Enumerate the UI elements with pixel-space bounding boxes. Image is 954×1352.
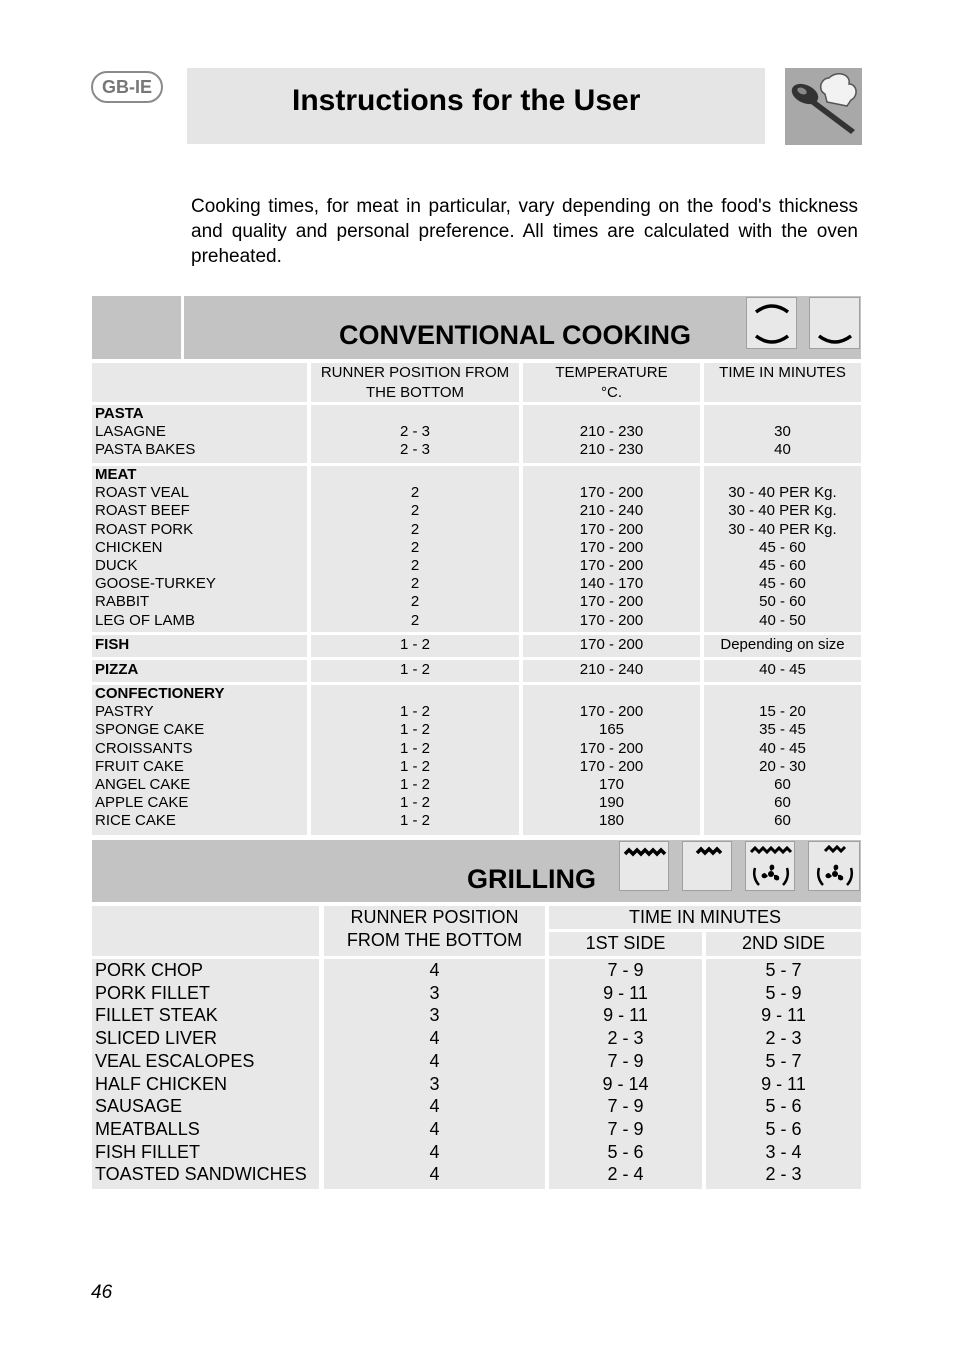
table-cell: 210 - 230 [579,441,644,459]
table-cell: 2 [410,611,420,629]
list-item: SAUSAGE [95,1096,183,1117]
table-cell: 170 - 200 [579,484,644,502]
list-item: APPLE CAKE [95,794,189,812]
time-header: TIME IN MINUTES [704,363,861,402]
table-cell: 2 [410,575,420,593]
table-cell: 5 - 6 [765,1118,802,1139]
fish-temp-cell [523,635,700,657]
table-cell: 170 - 200 [579,703,644,721]
table-cell: 170 - 200 [579,739,644,757]
meat-time-cell [704,466,861,632]
table-cell: 40 - 50 [759,611,806,629]
grilling-runner-header-line1: RUNNER POSITION [350,907,519,927]
list-item: VEAL ESCALOPES [95,1050,255,1071]
table-cell: 3 - 4 [765,1141,802,1162]
group-heading: FISH [95,636,130,653]
grilling-side2-cell [706,959,861,1189]
conventional-header-spacer [92,296,184,359]
confectionery-runner-cell [311,685,519,835]
list-item: ROAST VEAL [95,484,189,502]
confectionery-time-cell [704,685,861,835]
list-item: PASTRY [95,703,154,721]
table-cell: 50 - 60 [759,593,806,611]
table-cell: 2 [410,557,420,574]
table-cell: 170 [598,776,625,793]
list-item: PASTA BAKES [95,441,196,459]
conventional-title: CONVENTIONAL COOKING [339,320,692,350]
list-item: TOASTED SANDWICHES [95,1164,307,1185]
second-side-header: 2ND SIDE [706,932,861,956]
table-cell: 1 - 2 [399,703,430,721]
list-item: CHICKEN [95,538,163,556]
table-cell: 5 - 6 [765,1096,802,1117]
table-cell: 9 - 11 [761,1005,806,1026]
table-cell: 3 [429,982,440,1003]
table-cell: 2 [410,520,420,538]
list-item: CROISSANTS [95,739,193,757]
list-item: RABBIT [95,593,150,611]
list-item: FILLET STEAK [95,1005,218,1026]
table-cell: 1 - 2 [399,636,430,653]
table-cell: 1 - 2 [399,661,430,678]
table-cell: 170 - 200 [579,636,644,653]
table-cell: 4 [429,960,440,980]
table-cell: 190 [598,794,625,812]
group-heading: PASTA [95,405,144,422]
table-cell: 140 - 170 [579,575,644,593]
pasta-temp-cell [523,405,700,463]
table-cell: 40 - 45 [759,661,806,678]
intro-paragraph: Cooking times, for meat in particular, vary depending on the food's thickness and quality and personal preference. All times are calculated with the oven preheated. [191,196,858,267]
list-item: LASAGNE [95,423,166,441]
table-cell: 5 - 7 [765,1050,802,1071]
table-cell: 170 - 200 [579,520,644,538]
pasta-time-cell [704,405,861,463]
table-cell: 45 - 60 [759,538,806,556]
table-cell: 2 [410,502,420,520]
group-heading: PIZZA [95,661,139,678]
meat-runner-cell [311,466,519,632]
table-cell: 9 - 11 [603,1005,648,1026]
table-cell: 210 - 240 [579,502,644,520]
grilling-colhead-blank [92,906,319,956]
runner-position-header: RUNNER POSITION FROM THE BOTTOM [311,363,519,402]
pasta-runner-cell [311,405,519,463]
table-cell: 2 [410,484,420,502]
grilling-runner-header-line2: FROM THE BOTTOM [346,929,523,950]
list-item: FRUIT CAKE [95,757,184,775]
table-cell: 60 [774,812,791,830]
table-cell: 35 - 45 [759,721,806,739]
list-item: FISH FILLET [95,1141,201,1162]
table-cell: 9 - 14 [602,1073,649,1094]
table-cell: 2 - 3 [765,1164,802,1185]
table-cell: 4 [429,1118,440,1139]
pizza-row-label-cell [92,660,307,682]
list-item: PORK FILLET [95,982,211,1003]
bottom-heating-icon [809,297,860,349]
page-title: Instructions for the User [292,84,641,117]
pizza-time-cell [704,660,861,682]
table-cell: 40 [774,441,791,459]
table-cell: 2 - 3 [399,423,430,441]
grilling-runner-cell [324,959,545,1189]
table-cell: 1 - 2 [399,776,430,793]
table-cell: 2 [410,538,420,556]
grilling-runner-header [324,906,545,956]
group-heading: MEAT [95,466,137,483]
list-item: GOOSE-TURKEY [95,575,216,593]
grilling-side1-cell [549,959,702,1189]
table-cell: 170 - 200 [579,557,644,574]
table-cell: 7 - 9 [607,1050,644,1071]
table-cell: 1 - 2 [399,812,430,830]
region-badge: GB-IE [91,71,163,103]
fan-large-grill-icon [745,841,795,891]
confectionery-row-label-cell [92,685,307,835]
pizza-temp-cell [523,660,700,682]
table-cell: 30 [774,423,791,441]
large-grill-icon [619,841,669,891]
list-item: ROAST BEEF [95,502,190,520]
table-cell: 2 - 4 [607,1164,644,1185]
table-cell: 2 - 3 [399,441,430,459]
list-item: ANGEL CAKE [95,776,191,794]
table-cell: 170 - 200 [579,757,644,775]
grilling-items-cell [92,959,319,1189]
list-item: LEG OF LAMB [95,611,196,629]
temperature-header-unit: °C. [601,384,622,401]
first-side-header: 1ST SIDE [549,932,702,956]
table-cell: 7 - 9 [607,960,644,980]
fish-time-cell [704,635,861,657]
list-item: MEATBALLS [95,1118,200,1139]
table-cell: 1 - 2 [399,794,430,812]
fish-row-label-cell [92,635,307,657]
list-item: HALF CHICKEN [95,1073,228,1094]
page-number: 46 [91,1282,113,1303]
meat-temp-cell [523,466,700,632]
table-cell: 4 [429,1164,440,1185]
spoon-chef-hat-icon [785,68,862,145]
table-cell: 170 - 200 [579,611,644,629]
table-cell: Depending on size [720,636,845,653]
table-cell: 9 - 11 [761,1073,806,1094]
table-cell: 30 - 40 PER Kg. [728,484,837,502]
table-cell: 1 - 2 [399,739,430,757]
table-cell: 5 - 9 [765,982,802,1003]
table-cell: 170 - 200 [579,538,644,556]
grilling-title: GRILLING [467,864,596,894]
table-cell: 165 [598,721,625,739]
table-cell: 45 - 60 [759,557,806,574]
list-item: RICE CAKE [95,812,176,830]
grilling-time-header: TIME IN MINUTES [549,906,861,929]
table-cell: 2 - 3 [607,1028,644,1049]
table-cell: 4 [429,1096,440,1117]
table-cell: 30 - 40 PER Kg. [728,520,837,538]
conventional-colhead-blank [92,363,307,402]
table-cell: 4 [429,1050,440,1071]
table-cell: 4 [429,1028,440,1049]
list-item: DUCK [95,557,138,575]
temperature-header-label: TEMPERATURE [555,364,668,381]
table-cell: 3 [429,1073,440,1094]
table-cell: 7 - 9 [607,1118,644,1139]
list-item: ROAST PORK [95,520,194,538]
table-cell: 5 - 6 [607,1141,644,1162]
list-item: SPONGE CAKE [95,721,205,739]
table-cell: 210 - 240 [579,661,644,678]
table-cell: 4 [429,1141,440,1162]
table-cell: 30 - 40 PER Kg. [728,502,837,520]
table-cell: 20 - 30 [759,757,806,775]
table-cell: 210 - 230 [579,423,644,441]
table-cell: 9 - 11 [603,982,648,1003]
small-grill-icon [682,841,732,891]
table-cell: 180 [598,812,625,830]
fan-small-grill-icon [808,841,860,891]
group-heading: CONFECTIONERY [95,685,225,702]
pasta-row-label-cell [92,405,307,463]
table-cell: 15 - 20 [759,703,806,721]
table-cell: 5 - 7 [765,960,802,980]
table-cell: 1 - 2 [399,757,430,775]
confectionery-temp-cell [523,685,700,835]
table-cell: 60 [774,776,791,793]
fish-runner-cell [311,635,519,657]
list-item: SLICED LIVER [95,1028,218,1049]
table-cell: 2 - 3 [765,1028,802,1049]
list-item: PORK CHOP [95,960,204,980]
table-cell: 40 - 45 [759,739,806,757]
table-cell: 1 - 2 [399,721,430,739]
table-cell: 170 - 200 [579,593,644,611]
table-cell: 60 [774,794,791,812]
meat-row-label-cell [92,466,307,632]
table-cell: 45 - 60 [759,575,806,593]
temperature-header [523,363,700,402]
table-cell: 7 - 9 [607,1096,644,1117]
title-bar [187,68,765,144]
table-cell: 2 [410,593,420,611]
table-cell: 3 [429,1005,440,1026]
pizza-runner-cell [311,660,519,682]
top-bottom-heating-icon [746,297,797,349]
